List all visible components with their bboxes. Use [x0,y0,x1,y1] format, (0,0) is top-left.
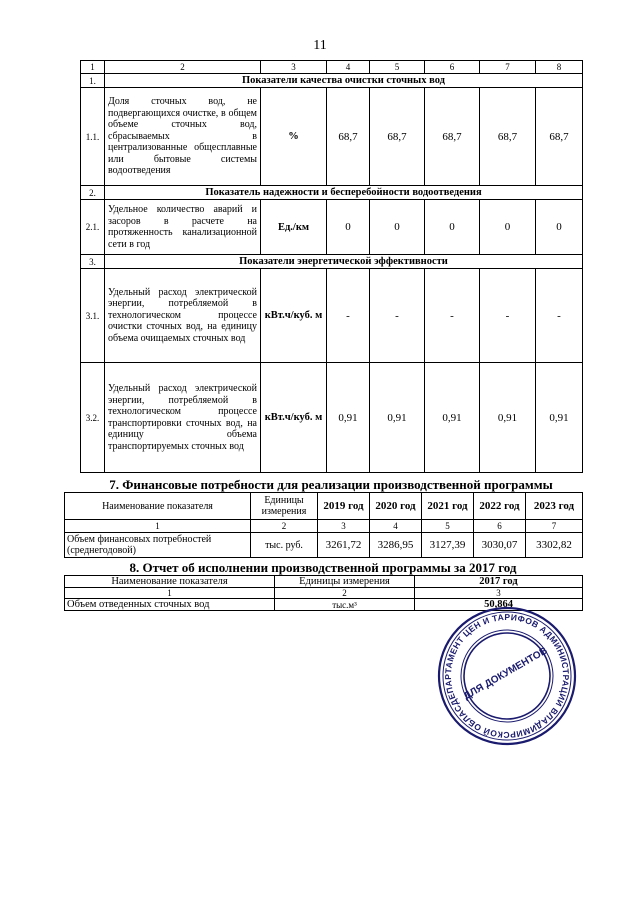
row-value: 0,91 [425,363,480,473]
table-row [65,533,583,558]
row-description: Удельное количество аварий и засоров в расчете на протяженность канализационной сети в год [105,200,261,255]
row-value: 68,7 [536,88,583,186]
section-index: 2. [81,186,105,200]
row-value: 50,864 [415,599,583,611]
stamp-center-text: ДЛЯ ДОКУМЕНТОВ [462,645,550,703]
col-num: 5 [422,520,474,533]
col-num: 3 [415,588,583,599]
row-index: 2.1. [81,200,105,255]
col-num: 7 [480,61,536,74]
row-value: 0 [370,200,425,255]
row-unit: тыс.м³ [275,599,415,611]
header-year: 2019 год [318,493,370,520]
official-stamp [436,605,578,747]
row-value: 0 [536,200,583,255]
col-num: 1 [65,588,275,599]
col-num: 2 [251,520,318,533]
row-value: 0 [425,200,480,255]
col-num: 5 [370,61,425,74]
header-year: 2021 год [422,493,474,520]
row-unit: % [261,88,327,186]
table-row [81,363,583,473]
section-title: Показатели качества очистки сточных вод [105,74,583,88]
column-number-row [81,61,583,74]
section-row [81,74,583,88]
section-title: Показатели энергетической эффективности [105,255,583,269]
row-value: - [327,269,370,363]
row-value: 0,91 [370,363,425,473]
row-description: Удельный расход электрической энергии, потребляемой в технологическом процессе очистки сточных вод, на единицу объема очищаемых сточных вод [105,269,261,363]
row-value: 0,91 [327,363,370,473]
row-value: - [425,269,480,363]
row-index: 3.2. [81,363,105,473]
header-name: Наименование показателя [65,576,275,588]
row-description: Удельный расход электрической энергии, потребляемой в технологическом процессе транспортировки сточных вод, на единицу объема транспортируемых сточных вод [105,363,261,473]
row-name: Объем финансовых потребностей (среднегодовой) [65,533,251,558]
row-value: 0,91 [536,363,583,473]
row-index: 3.1. [81,269,105,363]
col-num: 2 [105,61,261,74]
page-number: 11 [313,38,327,53]
row-description: Доля сточных вод, не подвергающихся очистке, в общем объеме сточных вод, сбрасываемых в централизованные общесплавные или бытовые системы водоотведения [105,88,261,186]
col-num: 1 [81,61,105,74]
row-index: 1.1. [81,88,105,186]
row-value: 3286,95 [370,533,422,558]
row-value: 0 [480,200,536,255]
header-row [65,493,583,520]
row-value: 3261,72 [318,533,370,558]
column-number-row [65,520,583,533]
header-year: 2017 год [415,576,583,588]
row-value: 0 [327,200,370,255]
row-name: Объем отведенных сточных вод [65,599,275,611]
col-num: 6 [425,61,480,74]
row-unit: кВт.ч/куб. м [261,269,327,363]
row-unit: кВт.ч/куб. м [261,363,327,473]
col-num: 6 [474,520,526,533]
header-year: 2020 год [370,493,422,520]
row-value: - [480,269,536,363]
row-value: 68,7 [327,88,370,186]
col-num: 4 [370,520,422,533]
section-row [81,186,583,200]
indicators-table [80,60,583,473]
col-num: 3 [261,61,327,74]
table-row [81,200,583,255]
header-row [65,576,583,588]
header-name: Наименование показателя [65,493,251,520]
row-value: 68,7 [370,88,425,186]
row-value: 3127,39 [422,533,474,558]
header-unit: Единицы измерения [251,493,318,520]
col-num: 2 [275,588,415,599]
table-row [81,269,583,363]
row-value: 68,7 [480,88,536,186]
column-number-row [65,588,583,599]
stamp-ring-text: ДЕПАРТАМЕНТ ЦЕН И ТАРИФОВ АДМИНИСТРАЦИИ ВЛАДИМИРСКОЙ ОБЛАСТИ [442,611,572,741]
header-unit: Единицы измерения [275,576,415,588]
row-value: - [370,269,425,363]
col-num: 1 [65,520,251,533]
row-value: 0,91 [480,363,536,473]
col-num: 4 [327,61,370,74]
col-num: 8 [536,61,583,74]
row-value: 3030,07 [474,533,526,558]
table-row [81,88,583,186]
header-year: 2022 год [474,493,526,520]
section-index: 3. [81,255,105,269]
row-unit: Ед./км [261,200,327,255]
section-row [81,255,583,269]
row-value: 68,7 [425,88,480,186]
section-title: Показатель надежности и бесперебойности водоотведения [105,186,583,200]
col-num: 3 [318,520,370,533]
col-num: 7 [526,520,583,533]
section-index: 1. [81,74,105,88]
section8-title: 8. Отчет об исполнении производственной программы за 2017 год [129,560,517,575]
section7-title: 7. Финансовые потребности для реализации производственной программы [109,477,553,492]
row-value: 3302,82 [526,533,583,558]
row-value: - [536,269,583,363]
row-unit: тыс. руб. [251,533,318,558]
header-year: 2023 год [526,493,583,520]
finance-table [64,492,583,558]
